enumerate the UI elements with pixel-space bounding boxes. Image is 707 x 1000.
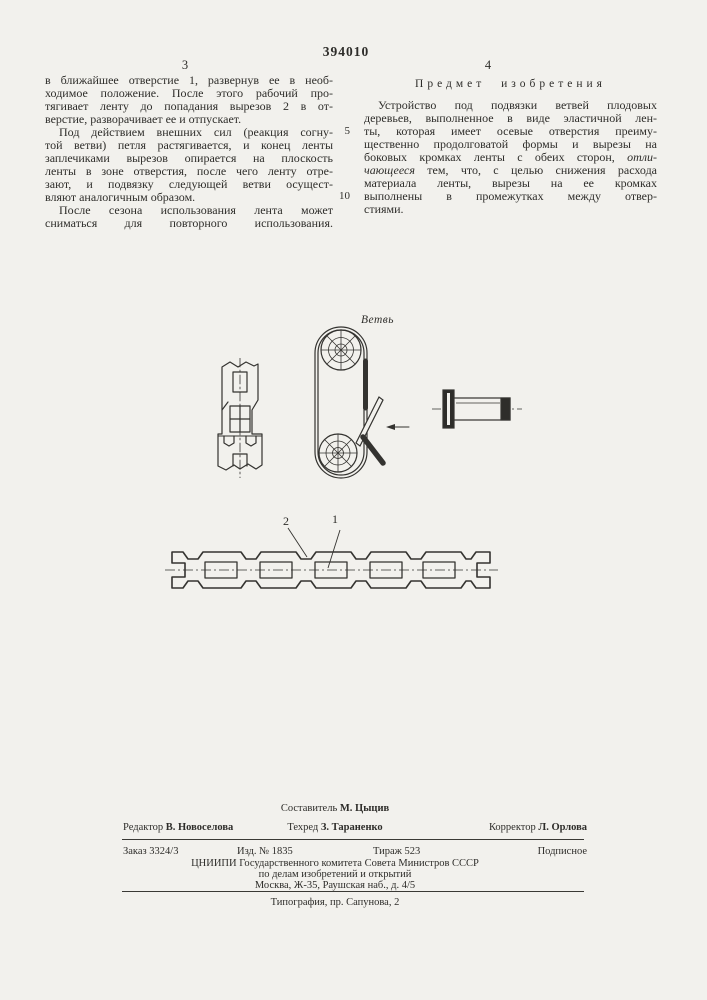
compiler-line xyxy=(90,803,580,814)
text-line: зают, и подвязку следующей ветви осущест- xyxy=(45,177,333,191)
branch-label: Ветвь xyxy=(361,314,395,326)
margin-line-number-5: 5 xyxy=(344,125,350,137)
text-line: сниматься для повторного использования. xyxy=(45,216,333,230)
claim-line: материала ленты, вырезы на ее кромках xyxy=(364,176,657,190)
tape-loop-drawing xyxy=(300,313,415,483)
text-line: в ближайшее отверстие 1, развернув ее в необ- xyxy=(45,73,333,87)
compiler-name: М. Цыцив xyxy=(339,803,390,814)
figure-tape-band xyxy=(165,515,500,595)
editor-name: В. Новоселова xyxy=(165,822,234,833)
org-line-1: ЦНИИПИ Государственного комитета Совета Министров СССР xyxy=(191,858,479,869)
claims-section-title: Предмет изобретения xyxy=(415,78,606,90)
claim-line: выполнены в промежутках между отвер- xyxy=(364,189,657,203)
subscription-note: Подписное xyxy=(537,846,587,857)
corrector-label: Корректор xyxy=(488,822,536,833)
edition-number: Изд. № 1835 xyxy=(237,846,293,857)
footer-rule-top xyxy=(122,839,584,840)
claim-line: деревьев, выполненное в виде эластичной лен- xyxy=(364,111,657,125)
text-line: верстие, разворачивает ее и отпускает. xyxy=(45,112,242,126)
page-number-left: 3 xyxy=(181,58,189,72)
figure-tape-loop xyxy=(300,313,415,483)
editor-label: Редактор xyxy=(123,822,164,833)
right-text-column xyxy=(364,78,657,216)
techred-label: Техред xyxy=(287,822,319,833)
left-text-column xyxy=(45,74,333,230)
corrector-line xyxy=(433,822,587,833)
text-line: ленты в зоне отверстия, после чего ленту отре- xyxy=(45,164,333,178)
printing-house-line: Типография, пр. Сапунова, 2 xyxy=(270,897,400,908)
claim-line: ты, которая имеет осевые отверстия преиму- xyxy=(364,124,657,138)
claim-line-text: боковых кромках ленты с обеих сторон, xyxy=(364,150,628,164)
footer-rule-bottom xyxy=(122,891,584,892)
text-line: заплечиками вырезов опирается на плоскость xyxy=(45,151,333,165)
margin-line-number-10: 10 xyxy=(339,190,350,202)
techred-name: З. Тараненко xyxy=(320,822,383,833)
claim-line-italic: отли- xyxy=(627,150,657,164)
text-line: тягивает ленту до попадания вырезов 2 в от- xyxy=(45,99,333,113)
claim-line-text: тем, что, с целью снижения расхода xyxy=(414,163,657,177)
text-line: вляют аналогичным образом. xyxy=(45,190,196,204)
notch-reference-label: 2 xyxy=(283,514,289,528)
hole-reference-label: 1 xyxy=(332,512,338,526)
tape-band-drawing xyxy=(165,515,500,595)
tape-end-detail-drawing xyxy=(210,358,270,478)
text-line: Под действием внешних сил (реакция согну- xyxy=(59,125,333,139)
patent-number: 394010 xyxy=(322,44,370,59)
pin-drawing xyxy=(430,383,525,433)
figure-pin xyxy=(430,383,525,433)
org-line-3: Москва, Ж-35, Раушская наб., д. 4/5 xyxy=(254,880,416,891)
compiler-label: Составитель xyxy=(280,803,338,814)
claim-line: стиями. xyxy=(364,202,404,216)
claim-line-italic: чающееся xyxy=(364,163,415,177)
order-number: Заказ 3324/3 xyxy=(123,846,179,857)
claim-line: Устройство под подвязки ветвей плодовых xyxy=(378,98,657,112)
text-line: той ветви) петля растягивается, и конец ленты xyxy=(45,138,333,152)
corrector-name: Л. Орлова xyxy=(538,822,587,833)
print-run: Тираж 523 xyxy=(373,846,421,857)
claim-line: щественно продолговатой формы и вырезы на xyxy=(364,137,657,151)
text-line: ходимое положение. После этого рабочий про- xyxy=(45,86,333,100)
org-line-2: по делам изобретений и открытий xyxy=(258,869,412,880)
text-line: После сезона использования лента может xyxy=(59,203,333,217)
figure-tape-end-detail xyxy=(210,358,270,478)
page-number-right: 4 xyxy=(484,58,492,72)
